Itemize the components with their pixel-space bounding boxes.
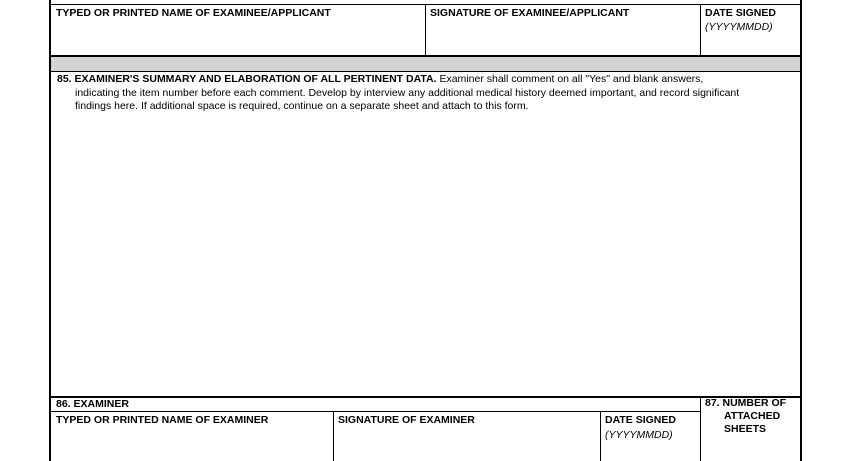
summary-title: 85. EXAMINER'S SUMMARY AND ELABORATION OF ALL PERTINENT DATA. (57, 73, 437, 85)
examiner-signature-field[interactable] (338, 430, 599, 460)
examinee-signature-field[interactable] (429, 24, 699, 54)
divider-examiner-attached (700, 396, 701, 461)
examiner-section-title: 86. EXAMINER (56, 398, 129, 410)
summary-text-line-1: Examiner shall comment on all "Yes" and blank answers, (436, 73, 704, 85)
summary-text-line-3: findings here. If additional space is required, continue on a separate sheet and attach to this form. (75, 100, 529, 112)
examinee-signature-label: SIGNATURE OF EXAMINEE/APPLICANT (430, 7, 630, 19)
examiner-summary-field[interactable] (54, 118, 800, 396)
attached-sheets-label-line-1: 87. NUMBER OF (705, 397, 787, 409)
divider-examinee-name-signature (425, 4, 426, 56)
divider-examiner-signature-date (600, 411, 601, 461)
divider-examinee-signature-date (700, 4, 701, 56)
attached-sheets-count-field[interactable] (705, 438, 799, 460)
examiner-name-label: TYPED OR PRINTED NAME OF EXAMINER (56, 414, 269, 426)
examiner-date-format: (YYYYMMDD) (605, 429, 673, 441)
summary-instructions (57, 73, 792, 114)
examiner-date-label: DATE SIGNED (605, 414, 676, 426)
examinee-date-label: DATE SIGNED (705, 7, 776, 19)
examiner-name-field[interactable] (54, 430, 332, 460)
form-border-right (800, 0, 802, 461)
examiner-subrow-rule (49, 411, 700, 412)
summary-bottom-rule (49, 396, 802, 398)
examinee-date-format: (YYYYMMDD) (705, 21, 773, 33)
section-separator-band (51, 57, 800, 71)
examinee-name-field[interactable] (54, 24, 424, 54)
summary-text-line-2: indicating the item number before each comment. Develop by interview any additional medical history deemed important, and record significant (75, 86, 740, 99)
divider-examiner-name-signature (333, 411, 334, 461)
attached-sheets-label-line-2: ATTACHED (724, 410, 781, 422)
examiner-date-field[interactable] (604, 443, 700, 461)
examinee-date-field[interactable] (704, 36, 800, 54)
band-bottom-rule (49, 71, 802, 72)
examiner-signature-label: SIGNATURE OF EXAMINER (338, 414, 475, 426)
attached-sheets-label-line-3: SHEETS (724, 423, 767, 435)
examinee-name-label: TYPED OR PRINTED NAME OF EXAMINEE/APPLICANT (56, 7, 331, 19)
